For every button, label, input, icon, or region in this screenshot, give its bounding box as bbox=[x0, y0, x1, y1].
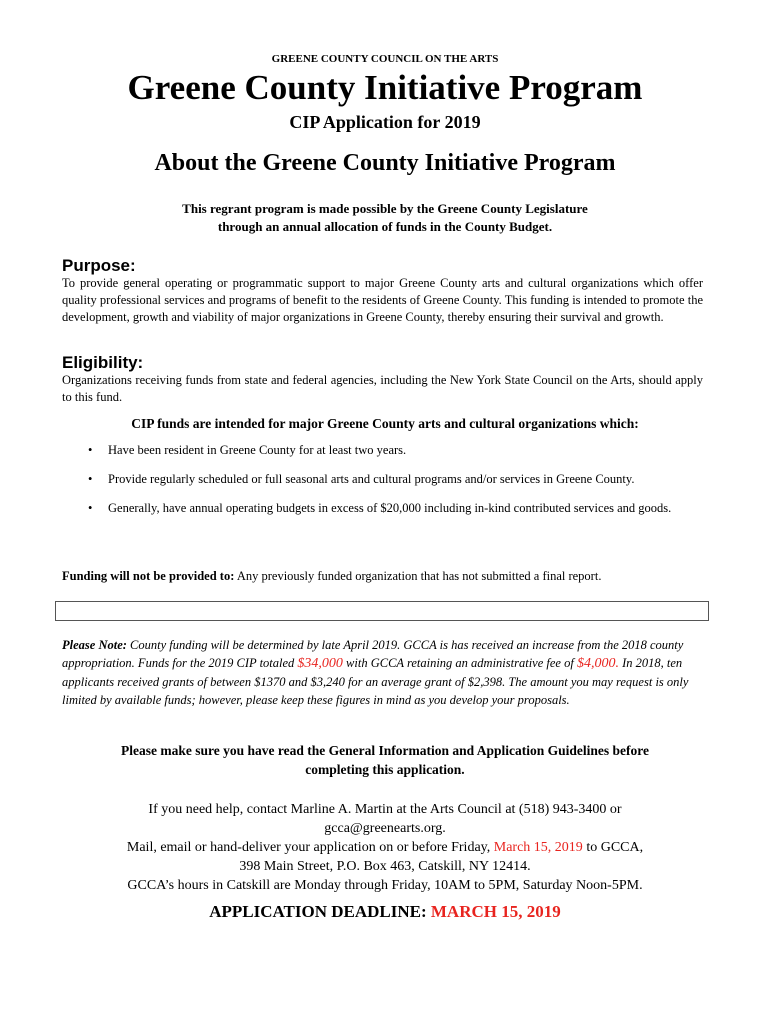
application-deadline bbox=[0, 902, 770, 922]
guidelines-reminder bbox=[0, 741, 770, 779]
about-intro-line1: This regrant program is made possible by the Greene County Legislature bbox=[182, 201, 588, 216]
contact-line3-text: Mail, email or hand-deliver your application on or before Friday, bbox=[126, 840, 494, 855]
about-intro bbox=[0, 200, 770, 236]
list-item bbox=[88, 471, 704, 488]
contact-line3 bbox=[0, 838, 770, 857]
eligibility-heading: Eligibility: bbox=[62, 353, 144, 372]
funding-exclusion-label: Funding will not be provided to: bbox=[62, 569, 235, 583]
guidelines-reminder-line2: completing this application. bbox=[305, 762, 465, 777]
bullet-icon: • bbox=[88, 472, 93, 486]
page-subtitle: CIP Application for 2019 bbox=[289, 112, 481, 132]
cip-criteria-list bbox=[88, 442, 704, 517]
please-note-text-3: In 2018, ten applicants received grants of between $1370 and $3,240 for an average grant of $2,398. The amount you may request is only limited by available funds; however, please keep these figures in mind as you develop your proposals. bbox=[62, 656, 689, 707]
blank-entry-field[interactable] bbox=[55, 601, 709, 621]
contact-address: 398 Main Street, P.O. Box 463, Catskill, NY 12414. bbox=[239, 859, 531, 874]
cip-criterion-text: Have been resident in Greene County for at least two years. bbox=[108, 443, 407, 457]
bullet-icon: • bbox=[88, 443, 93, 457]
please-note-text-2: with GCCA retaining an administrative fee of bbox=[342, 656, 577, 670]
funding-exclusion-text: Any previously funded organization that has not submitted a final report. bbox=[234, 569, 602, 583]
cip-criterion-text: Provide regularly scheduled or full seasonal arts and cultural programs and/or services in Greene County. bbox=[108, 472, 635, 486]
contact-info bbox=[0, 800, 770, 895]
about-intro-line2: through an annual allocation of funds in the County Budget. bbox=[217, 219, 553, 234]
cip-heading: CIP funds are intended for major Greene County arts and cultural organizations which: bbox=[131, 416, 639, 431]
please-note bbox=[62, 636, 704, 709]
bullet-icon: • bbox=[88, 501, 93, 515]
contact-email[interactable]: gcca@greenearts.org. bbox=[324, 821, 446, 836]
guidelines-reminder-line1: Please make sure you have read the General Information and Application Guidelines before bbox=[120, 743, 649, 758]
contact-line3-end: to GCCA, bbox=[582, 840, 644, 855]
list-item bbox=[88, 500, 704, 517]
list-item bbox=[88, 442, 704, 459]
purpose-heading: Purpose: bbox=[62, 256, 136, 275]
total-funds-amount: $34,000 bbox=[297, 656, 343, 671]
page-title: Greene County Initiative Program bbox=[127, 68, 643, 107]
deadline-date: MARCH 15, 2019 bbox=[430, 902, 561, 921]
please-note-label: Please Note: bbox=[62, 638, 127, 652]
contact-line1: If you need help, contact Marline A. Martin at the Arts Council at (518) 943-3400 or bbox=[148, 802, 622, 817]
please-note-text-1: County funding will be determined by late April 2019. GCCA is has received an increase from the 2018 county appropriation. Funds for the 2019 CIP totaled bbox=[62, 638, 684, 670]
cip-criterion-text: Generally, have annual operating budgets in excess of $20,000 including in-kind contributed services and goods. bbox=[108, 501, 672, 515]
office-hours: GCCA’s hours in Catskill are Monday through Friday, 10AM to 5PM, Saturday Noon-5PM. bbox=[127, 878, 643, 893]
deadline-label: APPLICATION DEADLINE: bbox=[209, 902, 431, 921]
eligibility-text: Organizations receiving funds from state and federal agencies, including the New York State Council on the Arts, should apply to this fund. bbox=[62, 373, 703, 404]
about-heading: About the Greene County Initiative Program bbox=[154, 150, 616, 176]
admin-fee-amount: $4,000. bbox=[576, 656, 619, 671]
purpose-text: To provide general operating or programmatic support to major Greene County arts and cultural organizations which offer quality professional services and programs of benefit to the residents of Greene County. This funding is intended to promote the development, growth and viability of major organizations in Greene County, thereby ensuring their survival and growth. bbox=[62, 276, 703, 324]
organization-name: GREENE COUNTY COUNCIL ON THE ARTS bbox=[271, 53, 499, 65]
submission-date: March 15, 2019 bbox=[493, 840, 583, 855]
funding-exclusion bbox=[62, 568, 722, 585]
